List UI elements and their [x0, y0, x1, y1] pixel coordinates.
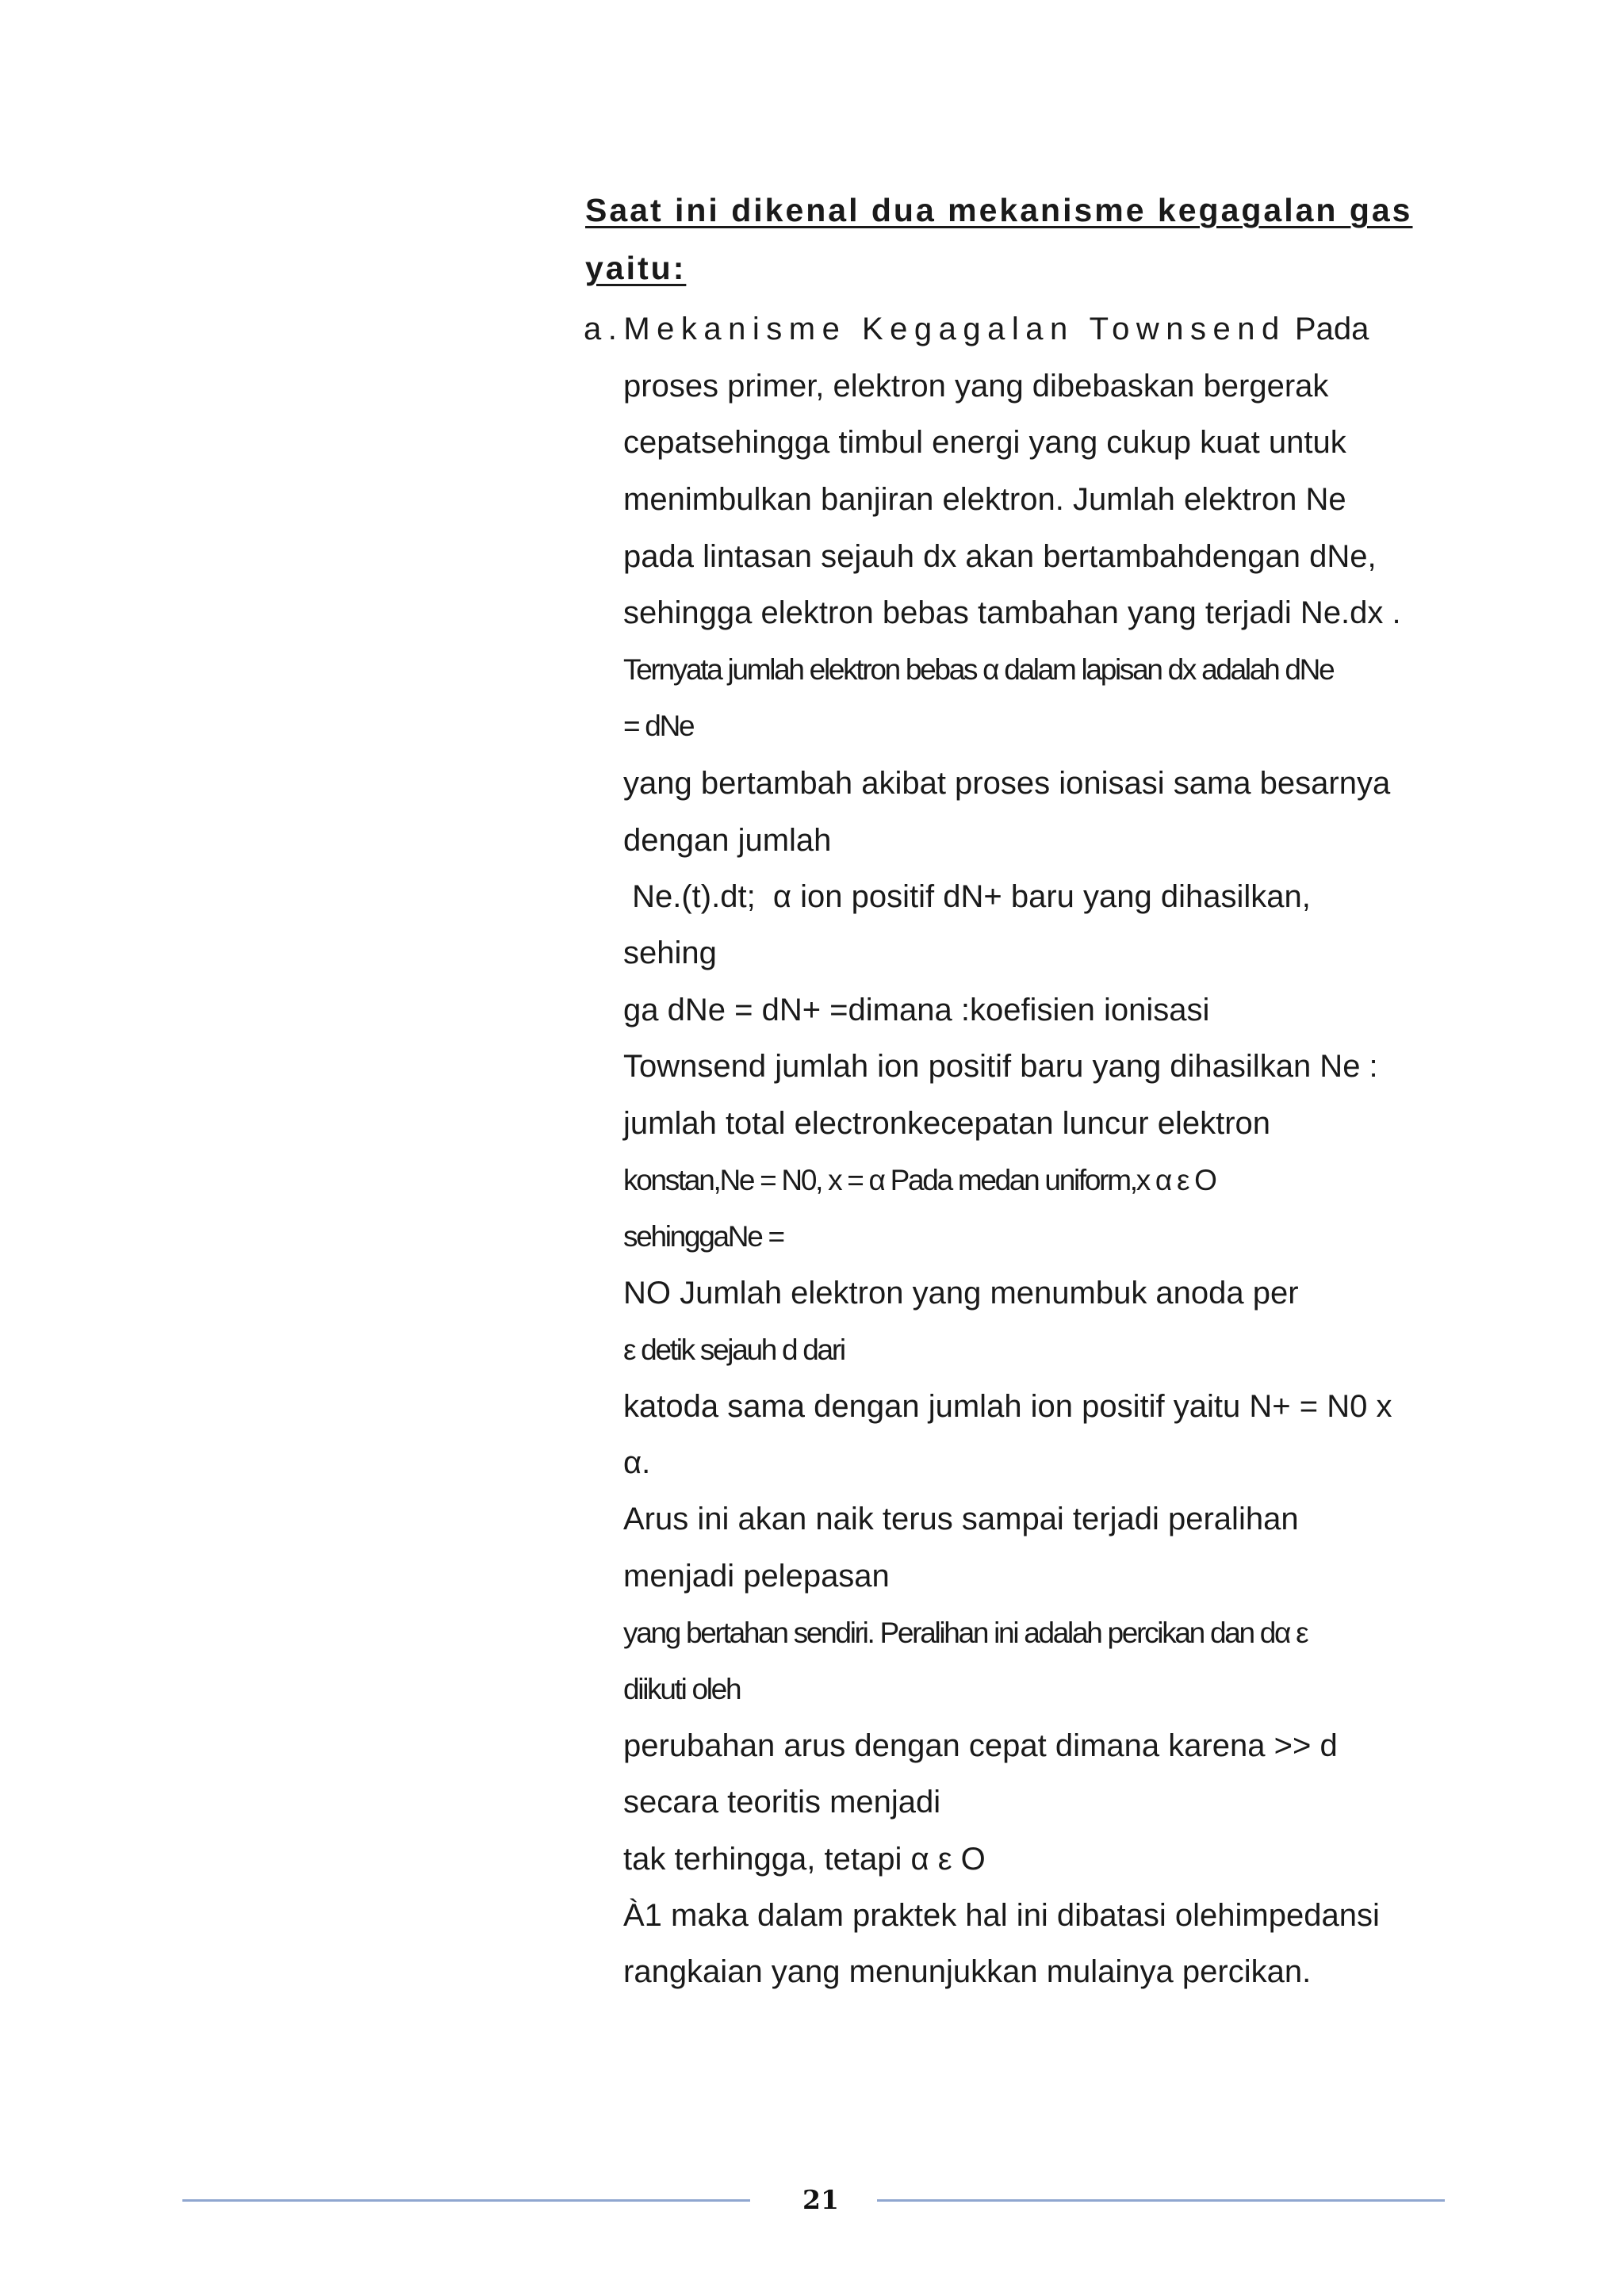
body-line: yang bertahan sendiri. Peralihan ini adalah percikan dan dα ε — [623, 1617, 1308, 1649]
page-number: 21 — [802, 2184, 839, 2215]
body-line: pada lintasan sejauh dx akan bertambahdengan dNe, — [623, 539, 1377, 574]
list-marker: a. — [584, 312, 624, 346]
body-line: jumlah total electronkecepatan luncur elektron — [623, 1106, 1271, 1141]
body-line: proses primer, elektron yang dibebaskan bergerak — [623, 369, 1329, 404]
body-line: sehing — [623, 936, 717, 970]
body-line: ga dNe = dN+ =dimana :koefisien ionisasi — [623, 993, 1210, 1027]
body-line: katoda sama dengan jumlah ion positif yaitu N+ = N0 x — [623, 1389, 1392, 1424]
body-line: Arus ini akan naik terus sampai terjadi peralihan — [623, 1502, 1299, 1536]
body-line: diikuti oleh — [623, 1673, 741, 1705]
body-line: sehingga elektron bebas tambahan yang terjadi Ne.dx . — [623, 595, 1401, 630]
body-line: menimbulkan banjiran elektron. Jumlah elektron Ne — [623, 482, 1346, 517]
body-line: yang bertambah akibat proses ionisasi sama besarnya — [623, 766, 1391, 801]
body-line: dengan jumlah — [623, 823, 832, 858]
body-line: α. — [623, 1445, 651, 1480]
body-line: tak terhingga, tetapi α ε O — [623, 1842, 986, 1877]
body-line: secara teoritis menjadi — [623, 1785, 941, 1820]
body-line: NO Jumlah elektron yang menumbuk anoda per — [623, 1276, 1299, 1311]
body-line: ε detik sejauh d dari — [623, 1334, 845, 1366]
body-line: Ne.(t).dt; α ion positif dN+ baru yang dihasilkan, — [623, 879, 1311, 914]
list-item-title-tail: Pada — [1294, 312, 1369, 346]
list-item-a — [584, 313, 1369, 345]
body-line: perubahan arus dengan cepat dimana karena >> d — [623, 1728, 1338, 1763]
body-line: cepatsehingga timbul energi yang cukup kuat untuk — [623, 425, 1346, 460]
body-line: Townsend jumlah ion positif baru yang dihasilkan Ne : — [623, 1049, 1378, 1084]
list-item-title: Mekanisme Kegagalan Townsend — [623, 312, 1286, 346]
body-line: sehinggaNe = — [623, 1220, 783, 1253]
footer-rule-left — [182, 2199, 750, 2202]
body-line: = dNe — [623, 710, 694, 742]
body-line: rangkaian yang menunjukkan mulainya percikan. — [623, 1954, 1312, 1989]
section-heading-line-1: Saat ini dikenal dua mekanisme kegagalan gas — [585, 192, 1413, 228]
body-line: À1 maka dalam praktek hal ini dibatasi olehimpedansi — [623, 1898, 1380, 1933]
section-heading-line-2: yaitu: — [585, 250, 687, 286]
body-line: konstan,Ne = N0, x = α Pada medan uniform,x α ε O — [623, 1164, 1216, 1196]
body-line: menjadi pelepasan — [623, 1559, 890, 1594]
body-line: Ternyata jumlah elektron bebas α dalam lapisan dx adalah dNe — [623, 653, 1334, 686]
footer-rule-right — [877, 2199, 1445, 2202]
